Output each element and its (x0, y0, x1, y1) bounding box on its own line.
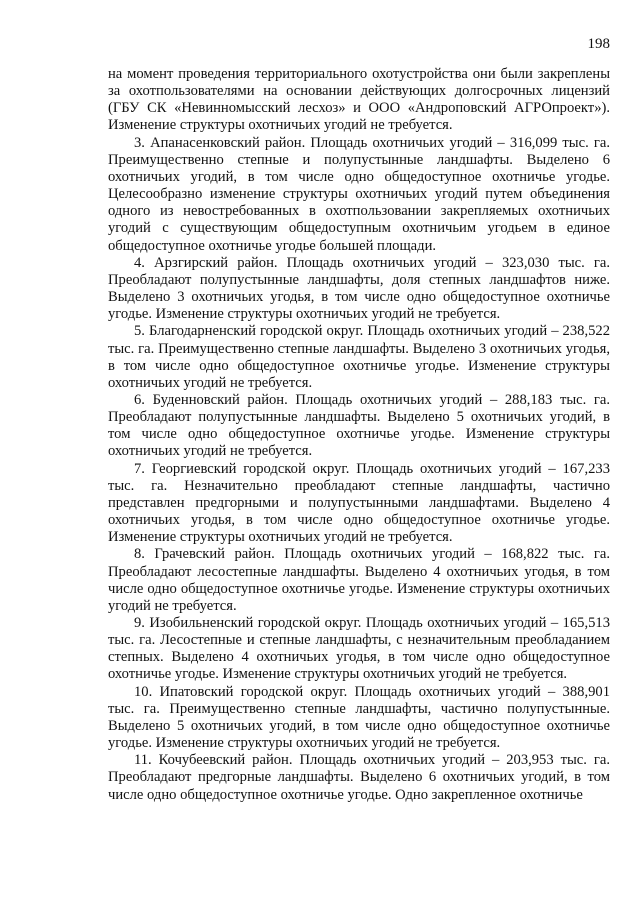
paragraph-item-4: 4. Арзгирский район. Площадь охотничьих угодий – 323,030 тыс. га. Преобладают полупустынные ландшафты, доля степных ландшафтов ниже. Выделено 3 охотничьих угодья, в том числе одно общедоступное охотничье угодье. Изменение структуры охотничьих угодий не требуется. (108, 254, 610, 323)
body-text (108, 66, 610, 804)
paragraph-item-8: 8. Грачевский район. Площадь охотничьих угодий – 168,822 тыс. га. Преобладают лесостепные ландшафты. Выделено 4 охотничьих угодья, в том числе одно общедоступное охотничье угодье. Изменение структуры охотничьих угодий не требуется. (108, 546, 610, 614)
paragraph-item-10: 10. Ипатовский городской округ. Площадь охотничьих угодий – 388,901 тыс. га. Преимущественно степные ландшафты, частично полупустынные. Выделено 5 охотничьих угодий, в том числе одно общедоступное охотничье угодье. Изменение структуры охотничьих угодий не требуется. (108, 683, 610, 752)
page-number: 198 (587, 36, 610, 52)
paragraph-item-6: 6. Буденновский район. Площадь охотничьих угодий – 288,183 тыс. га. Преобладают полупустынные ландшафты. Выделено 5 охотничьих угодий, в том числе одно общедоступное охотничье угодье. Изменение структуры охотничьих угодий не требуется. (108, 391, 610, 460)
paragraph-item-5: 5. Благодарненский городской округ. Площадь охотничьих угодий – 238,522 тыс. га. Преимущественно степные ландшафты. Выделено 3 охотничьих угодья, в том числе одно общедоступное охотничье угодье. Изменение структуры охотничьих угодий не требуется. (108, 323, 610, 391)
paragraph-continuation: на момент проведения территориального охотустройства они были закреплены за охотпользователями на основании действующих долгосрочных лицензий (ГБУ СК «Невинномысский лесхоз» и ООО «Андроповский АГРОпроект»). Изменение структуры охотничьих угодий не требуется. (108, 66, 610, 134)
paragraph-item-3: 3. Апанасенковский район. Площадь охотничьих угодий – 316,099 тыс. га. Преимущественно степные и полупустынные ландшафты. Выделено 6 охотничьих угодий, в том числе одно общедоступное охотничье угодье. Целесообразно изменение структуры охотничьих угодий путем объединения одного из невостребованных в охотпользовании закрепляемых охотничьих угодий с существующим общедоступным охотничьим угодьем в единое общедоступное охотничье угодье большей площади. (108, 134, 610, 254)
paragraph-item-11: 11. Кочубеевский район. Площадь охотничьих угодий – 203,953 тыс. га. Преобладают предгорные ландшафты. Выделено 6 охотничьих угодий, в том числе одно общедоступное охотничье угодье. Одно закрепленное охотничье (108, 752, 610, 803)
paragraph-item-7: 7. Георгиевский городской округ. Площадь охотничьих угодий – 167,233 тыс. га. Незначительно преобладают степные ландшафты, частично представлен предгорными и полупустынными ландшафтами. Выделено 4 охотничьих угодья, в том числе одно общедоступное охотничье угодье. Изменение структуры охотничьих угодий не требуется. (108, 460, 610, 546)
paragraph-item-9: 9. Изобильненский городской округ. Площадь охотничьих угодий – 165,513 тыс. га. Лесостепные и степные ландшафты, с незначительным преобладанием степных. Выделено 4 охотничьих угодья, в том числе одно общедоступное охотничье угодье. Изменение структуры охотничьих угодий не требуется. (108, 615, 610, 683)
